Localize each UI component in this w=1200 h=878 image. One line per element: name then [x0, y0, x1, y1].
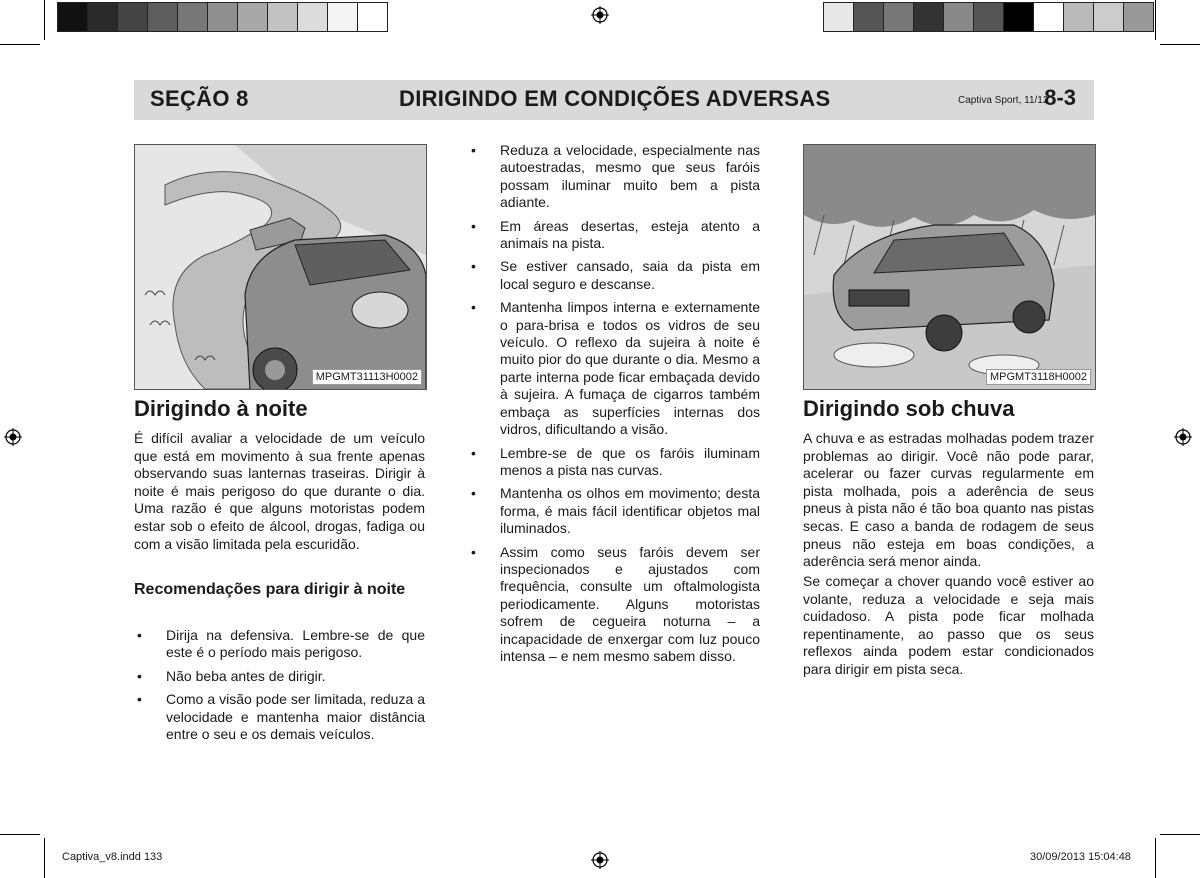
color-swatch [824, 3, 854, 31]
color-swatch [118, 3, 148, 31]
list-item: • Não beba antes de dirigir. [134, 668, 425, 685]
color-swatch [1034, 3, 1064, 31]
crop-mark [44, 0, 45, 40]
color-swatch [1124, 3, 1153, 31]
heading-night-driving: Dirigindo à noite [134, 396, 308, 421]
list-item: • Assim como seus faróis devem ser inspecionados e ajustados com frequência, consulte um oftalmologista periodicamente. Alguns motoristas sofrem de cegueira noturna – a incapacidade de enxergar com luz pouco intensa – e nem mesmo sabem disso. [468, 544, 760, 666]
paragraph-night-driving: É difícil avaliar a velocidade de um veículo que está em movimento à sua frente apenas observando suas lanternas traseiras. Dirigir à noite é mais perigoso do que durante o dia. Uma razão é que alguns motoristas podem estar sob o efeito de álcool, drogas, fadiga ou com a visão limitada pela escuridão. [134, 430, 425, 552]
paragraph-rain-driving-2: Se começar a chover quando você estiver ao volante, reduza a velocidade e seja mais cuidadoso. A pista pode ficar molhada repentinamente, ao passo que os seus reflexos ainda podem estar condicionados para dirigir em pista seca. [803, 573, 1094, 677]
list-item: • Reduza a velocidade, especialmente nas autoestradas, mesmo que seus faróis possam iluminar muito bem a pista adiante. [468, 142, 760, 212]
crop-mark [1160, 834, 1200, 835]
list-item: • Se estiver cansado, saia da pista em local seguro e descanse. [468, 258, 760, 293]
section-header [134, 80, 1094, 120]
page-number: 8-3 [1044, 85, 1076, 110]
figure-code: MPGMT31113H0002 [312, 369, 422, 385]
rain-driving-illustration [803, 144, 1096, 390]
color-swatch [1064, 3, 1094, 31]
figure-code: MPGMT3118H0002 [986, 369, 1091, 385]
crop-mark [1155, 0, 1156, 40]
list-item: • Dirija na defensiva. Lembre-se de que este é o período mais perigoso. [134, 627, 425, 662]
registration-mark-icon [591, 851, 609, 869]
color-swatch [854, 3, 884, 31]
list-item: • Em áreas desertas, esteja atento a animais na pista. [468, 218, 760, 253]
color-swatch [358, 3, 387, 31]
color-swatch [944, 3, 974, 31]
color-swatch [298, 3, 328, 31]
list-night-recommendations [134, 627, 425, 749]
list-night-tips [468, 142, 760, 671]
color-swatch [974, 3, 1004, 31]
registration-mark-icon [1174, 428, 1192, 446]
section-title: DIRIGINDO EM CONDIÇÕES ADVERSAS [399, 86, 831, 111]
heading-rain-driving: Dirigindo sob chuva [803, 396, 1015, 421]
color-swatch [58, 3, 88, 31]
model-label: Captiva Sport, 11/12 [958, 95, 1049, 106]
color-swatch [88, 3, 118, 31]
crop-mark [0, 44, 40, 45]
color-swatch [1094, 3, 1124, 31]
list-item: • Como a visão pode ser limitada, reduza a velocidade e mantenha maior distância entre o seu e os demais veículos. [134, 691, 425, 743]
subheading-recommendations: Recomendações para dirigir à noite [134, 581, 406, 598]
color-swatch [914, 3, 944, 31]
color-swatch [148, 3, 178, 31]
list-item: • Mantenha limpos interna e externamente o para-brisa e todos os vidros de seu veículo. O reflexo da sujeira à noite é muito pior do que durante o dia. Mesmo a parte interna pode ficar embaçada devido à sujeira. A fumaça de cigarros também embaça as superfícies internas dos vidros, dificultando a visão. [468, 299, 760, 438]
color-swatch [208, 3, 238, 31]
color-swatch [884, 3, 914, 31]
section-label: SEÇÃO 8 [150, 86, 249, 111]
list-item: • Mantenha os olhos em movimento; desta forma, é mais fácil identificar objetos mal iluminados. [468, 485, 760, 537]
color-swatch [268, 3, 298, 31]
footer-datetime: 30/09/2013 15:04:48 [1030, 851, 1131, 863]
paragraph-rain-driving-1: A chuva e as estradas molhadas podem trazer problemas ao dirigir. Você não pode parar, acelerar ou fazer curvas regularmente em pista molhada, pois a aderência de seus pneus à pista não é tão boa quanto nas pistas secas. E caso a banda de rodagem de seus pneus não esteja em boas condições, a aderência será menor ainda. [803, 430, 1094, 570]
registration-mark-icon [591, 6, 609, 24]
footer-file: Captiva_v8.indd 133 [62, 851, 163, 863]
color-bar-left [57, 2, 388, 32]
crop-mark [44, 838, 45, 878]
color-swatch [178, 3, 208, 31]
night-driving-illustration [134, 144, 427, 390]
list-item: • Lembre-se de que os faróis iluminam menos a pista nas curvas. [468, 445, 760, 480]
crop-mark [1155, 838, 1156, 878]
color-bar-right [823, 2, 1154, 32]
rain-road-car-image [804, 145, 1095, 389]
crop-mark [1160, 44, 1200, 45]
color-swatch [1004, 3, 1034, 31]
registration-mark-icon [4, 428, 22, 446]
crop-mark [0, 834, 40, 835]
night-road-car-image [135, 145, 426, 389]
color-swatch [238, 3, 268, 31]
color-swatch [328, 3, 358, 31]
